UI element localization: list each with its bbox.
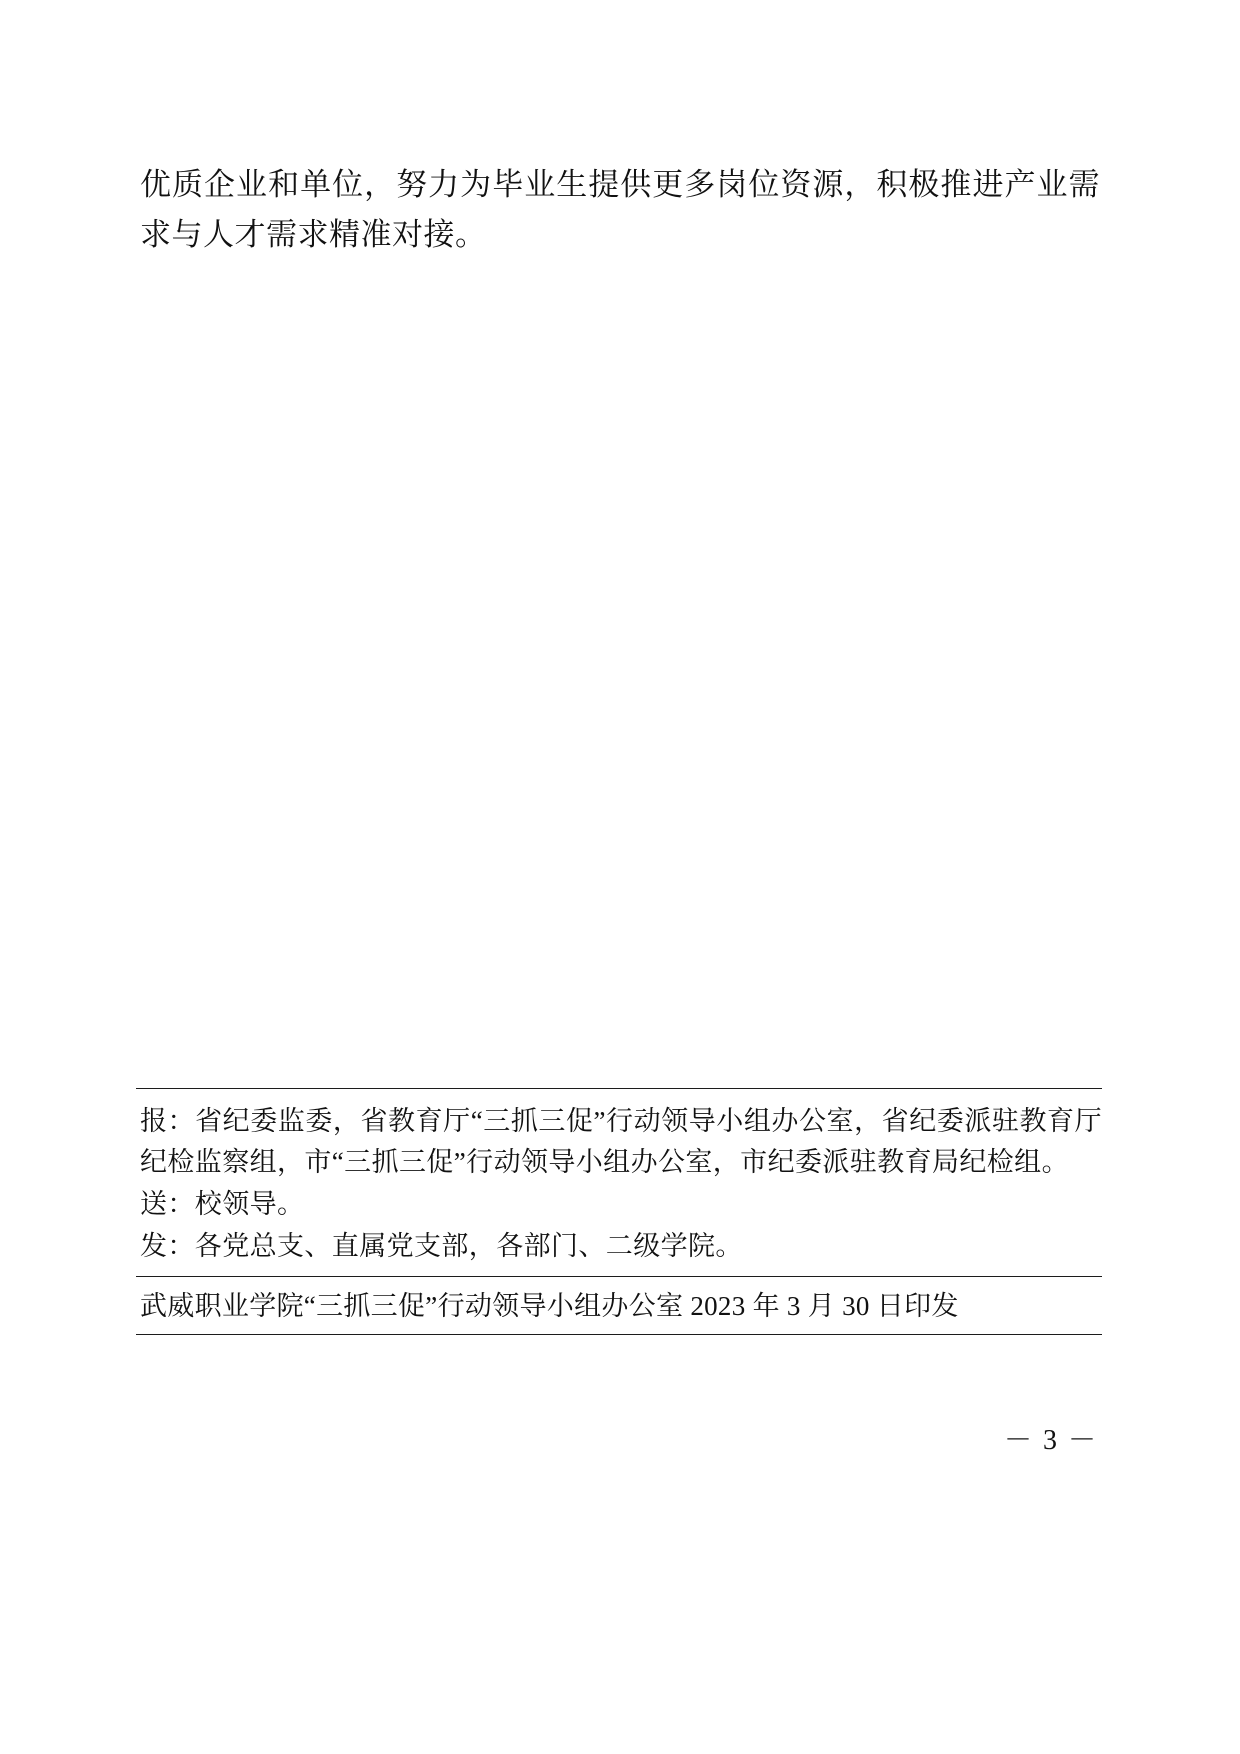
page-number: － 3 － xyxy=(1003,1425,1098,1456)
distribution-lines xyxy=(136,1089,1102,1276)
body-paragraph: 优质企业和单位，努力为毕业生提供更多岗位资源，积极推进产业需求与人才需求精准对接。 xyxy=(140,167,1100,253)
distribution-report-line: 报：省纪委监委，省教育厅“三抓三促”行动领导小组办公室，省纪委派驻教育厅纪检监察组，市“三抓三促”行动领导小组办公室，市纪委派驻教育局纪检组。 xyxy=(140,1106,1102,1178)
distribution-send-line: 送：校领导。 xyxy=(140,1189,305,1220)
distribution-block xyxy=(136,1088,1102,1335)
printer-line: 武威职业学院“三抓三促”行动领导小组办公室 2023 年 3 月 30 日印发 xyxy=(140,1291,959,1322)
divider-bottom xyxy=(136,1334,1102,1335)
body-text-block xyxy=(140,160,1100,260)
distribution-issue-line: 发：各党总支、直属党支部，各部门、二级学院。 xyxy=(140,1231,743,1262)
